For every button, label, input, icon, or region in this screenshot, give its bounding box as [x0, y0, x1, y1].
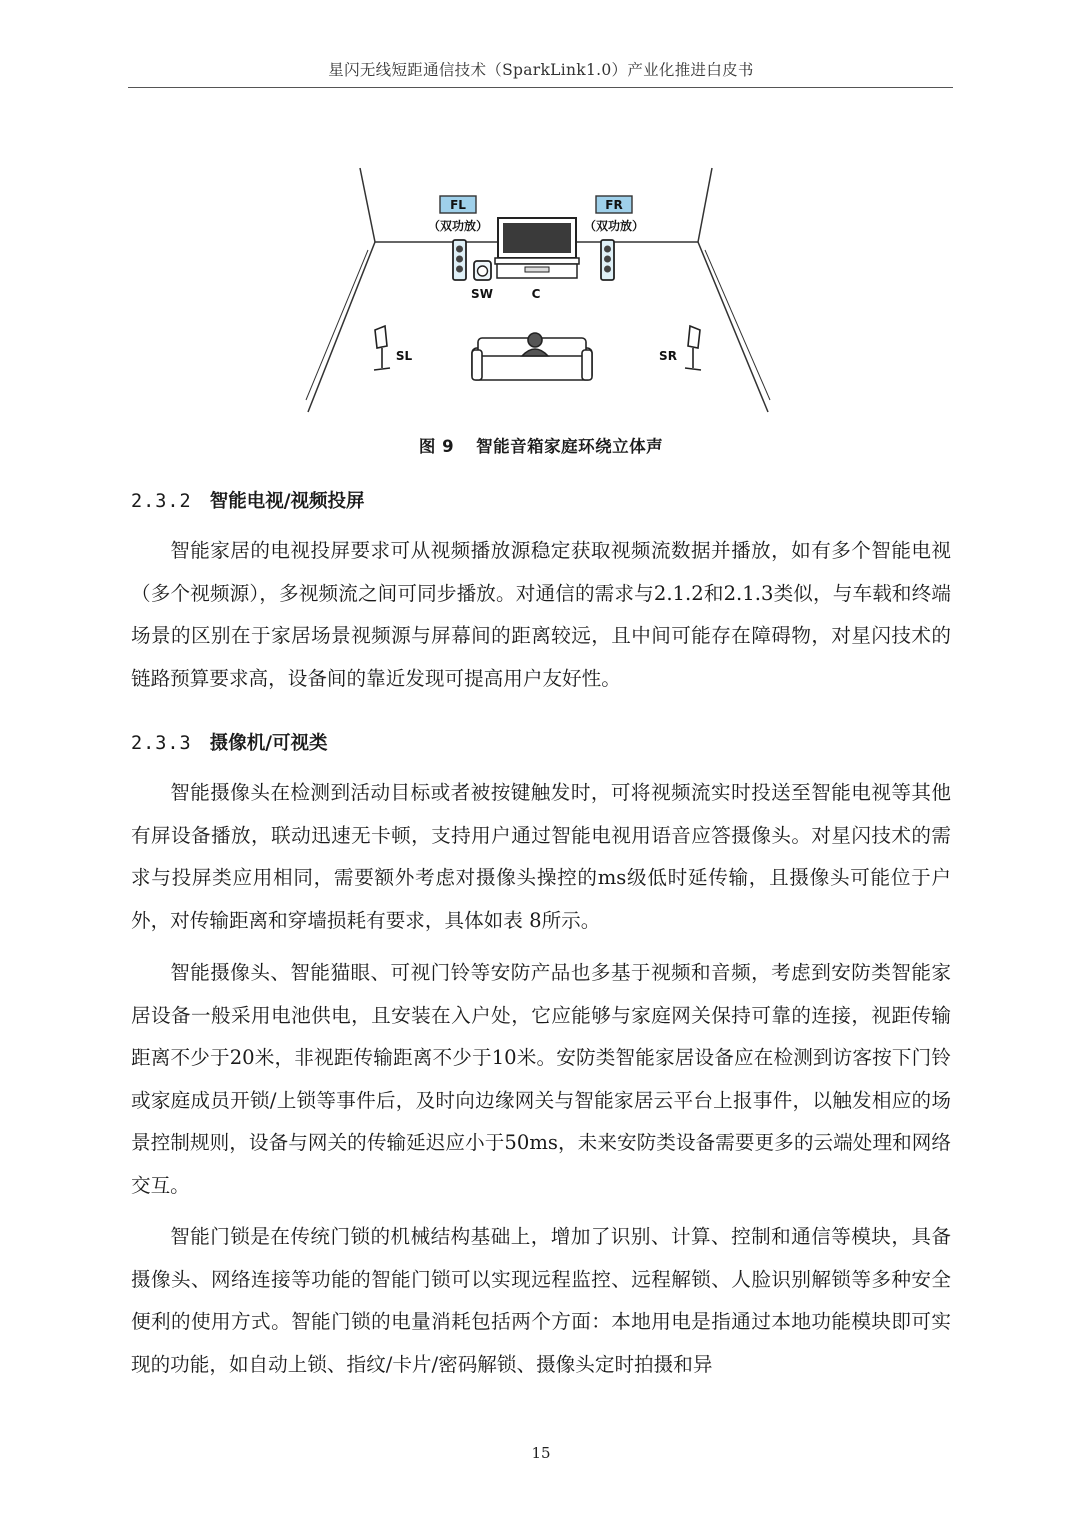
fr-label: FR — [605, 198, 623, 212]
sr-speaker-icon — [685, 326, 701, 370]
section-number: 2.3.3 — [131, 733, 192, 754]
paragraph-security-devices: 智能摄像头、智能猫眼、可视门铃等安防产品也多基于视频和音频，考虑到安防类智能家居设备一般采用电池供电，且安装在入户处，它应能够与家庭网关保持可靠的连接，视距传输距离不少于20米，非视距传输距离不少于10米。安防类智能家居设备应在检测到访客按下门铃或家庭成员开锁/上锁等事件后，及时向边缘网关与智能家居云平台上报事件，以触发相应的场景控制规则，设备与网关的传输延迟应小于50ms，未来安防类设备需要更多的云端处理和网络交互。 — [131, 961, 951, 1197]
fl-label: FL — [450, 198, 466, 212]
figure-caption-text: 智能音箱家庭环绕立体声 — [476, 437, 664, 456]
sr-label: SR — [659, 349, 677, 363]
figure-caption — [130, 433, 952, 457]
sw-label: SW — [471, 287, 493, 301]
amp-right-label: （双功放） — [583, 219, 645, 233]
surround-sound-figure — [300, 160, 780, 420]
paragraph-tv-casting: 智能家居的电视投屏要求可从视频播放源稳定获取视频流数据并播放，如有多个智能电视（多个视频源），多视频流之间可同步播放。对通信的需求与2.1.2和2.1.3类似，与车载和终端场景的区别在于家居场景视频源与屏幕间的距离较远，且中间可能存在障碍物，对星闪技术的链路预算要求高，设备间的靠近发现可提高用户友好性。 — [131, 539, 951, 690]
tv-icon — [495, 218, 579, 278]
figure-number: 图 9 — [418, 437, 455, 456]
sofa-icon — [472, 333, 592, 380]
fl-speaker-icon — [453, 240, 466, 280]
section-heading-2-3-2 — [131, 487, 364, 513]
section-number: 2.3.2 — [131, 491, 192, 512]
amp-left-label: （双功放） — [427, 219, 489, 233]
sl-label: SL — [395, 349, 413, 363]
sl-speaker-icon — [374, 326, 390, 370]
paragraph-camera: 智能摄像头在检测到活动目标或者被按键触发时，可将视频流实时投送至智能电视等其他有屏设备播放，联动迅速无卡顿，支持用户通过智能电视用语音应答摄像头。对星闪技术的需求与投屏类应用相同，需要额外考虑对摄像头操控的ms级低时延传输，且摄像头可能位于户外，对传输距离和穿墙损耗有要求，具体如表 8所示。 — [131, 781, 951, 932]
section-title: 智能电视/视频投屏 — [209, 491, 365, 512]
header-rule — [128, 87, 953, 88]
fr-speaker-icon — [601, 240, 614, 280]
page-number: 15 — [531, 1444, 551, 1462]
paragraph-smart-lock: 智能门锁是在传统门锁的机械结构基础上，增加了识别、计算、控制和通信等模块，具备摄像头、网络连接等功能的智能门锁可以实现远程监控、远程解锁、人脸识别解锁等多种安全便利的使用方式。智能门锁的电量消耗包括两个方面：本地用电是指通过本地功能模块即可实现的功能，如自动上锁、指纹/卡片/密码解锁、摄像头定时拍摄和异 — [131, 1225, 951, 1376]
subwoofer-icon — [474, 261, 491, 280]
section-title: 摄像机/可视类 — [209, 733, 328, 754]
section-heading-2-3-3 — [131, 729, 327, 755]
c-label: C — [531, 287, 541, 301]
running-header: 星闪无线短距通信技术（SparkLink1.0）产业化推进白皮书 — [328, 61, 754, 79]
